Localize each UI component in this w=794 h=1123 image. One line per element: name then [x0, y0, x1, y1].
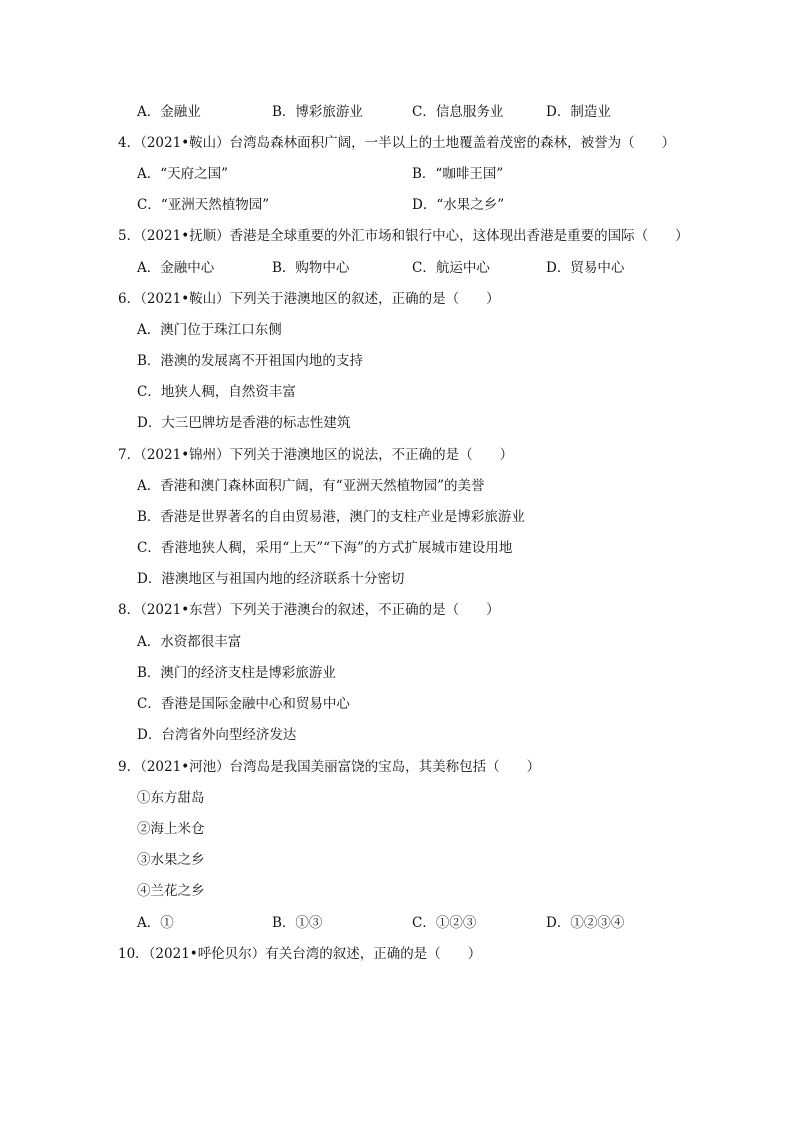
q9-option-c: C．①②③ — [412, 915, 477, 931]
question-10-stem: 10．（2021•呼伦贝尔）有关台湾的叙述，正确的是（ ） — [118, 946, 482, 962]
q9-item-3: ③水果之乡 — [137, 852, 205, 868]
q3-option-b: B．博彩旅游业 — [272, 104, 363, 120]
q5-option-c: C．航运中心 — [412, 260, 490, 276]
question-8-stem: 8．（2021•东营）下列关于港澳台的叙述，不正确的是（ ） — [118, 602, 500, 618]
q8-option-a: A．水资都很丰富 — [137, 634, 242, 650]
q5-option-d: D．贸易中心 — [546, 260, 625, 276]
q7-option-b: B．香港是世界著名的自由贸易港，澳门的支柱产业是博彩旅游业 — [137, 509, 525, 525]
q9-item-2: ②海上米仓 — [137, 821, 205, 837]
q8-option-b: B．澳门的经济支柱是博彩旅游业 — [137, 665, 336, 681]
q6-option-c: C．地狭人稠，自然资丰富 — [137, 384, 296, 400]
question-4-stem: 4．（2021•鞍山）台湾岛森林面积广阔，一半以上的土地覆盖着茂密的森林，被誉为（ ） — [118, 135, 676, 151]
q8-option-d: D．台湾省外向型经济发达 — [137, 727, 297, 743]
q4-option-b: B．“咖啡王国” — [412, 166, 504, 182]
q3-option-c: C．信息服务业 — [412, 104, 504, 120]
q4-option-d: D．“水果之乡” — [412, 197, 505, 213]
q9-item-1: ①东方甜岛 — [137, 790, 205, 806]
q6-option-d: D．大三巴牌坊是香港的标志性建筑 — [137, 415, 351, 431]
question-5-stem: 5．（2021•抚顺）香港是全球重要的外汇市场和银行中心，这体现出香港是重要的国际（ ） — [118, 228, 689, 244]
q5-option-b: B．购物中心 — [272, 260, 350, 276]
q9-item-4: ④兰花之乡 — [137, 883, 205, 899]
question-7-stem: 7．（2021•锦州）下列关于港澳地区的说法，不正确的是（ ） — [118, 447, 514, 463]
question-6-stem: 6．（2021•鞍山）下列关于港澳地区的叙述，正确的是（ ） — [118, 291, 500, 307]
q9-option-b: B．①③ — [272, 915, 323, 931]
q4-option-c: C．“亚洲天然植物园” — [137, 197, 270, 213]
q9-option-a: A．① — [137, 915, 174, 931]
q7-option-c: C．香港地狭人稠，采用“上天”“下海”的方式扩展城市建设用地 — [137, 540, 513, 556]
q9-option-d: D．①②③④ — [546, 915, 625, 931]
q7-option-d: D．港澳地区与祖国内地的经济联系十分密切 — [137, 571, 405, 587]
q5-option-a: A．金融中心 — [137, 260, 215, 276]
q7-option-a: A．香港和澳门森林面积广阔，有“亚洲天然植物园”的美誉 — [137, 478, 485, 494]
q6-option-a: A．澳门位于珠江口东侧 — [137, 322, 282, 338]
q6-option-b: B．港澳的发展离不开祖国内地的支持 — [137, 353, 363, 369]
question-9-stem: 9．（2021•河池）台湾岛是我国美丽富饶的宝岛，其美称包括（ ） — [118, 759, 541, 775]
q8-option-c: C．香港是国际金融中心和贸易中心 — [137, 696, 350, 712]
q3-option-a: A．金融业 — [137, 104, 201, 120]
q3-option-d: D．制造业 — [546, 104, 611, 120]
q4-option-a: A．“天府之国” — [137, 166, 229, 182]
